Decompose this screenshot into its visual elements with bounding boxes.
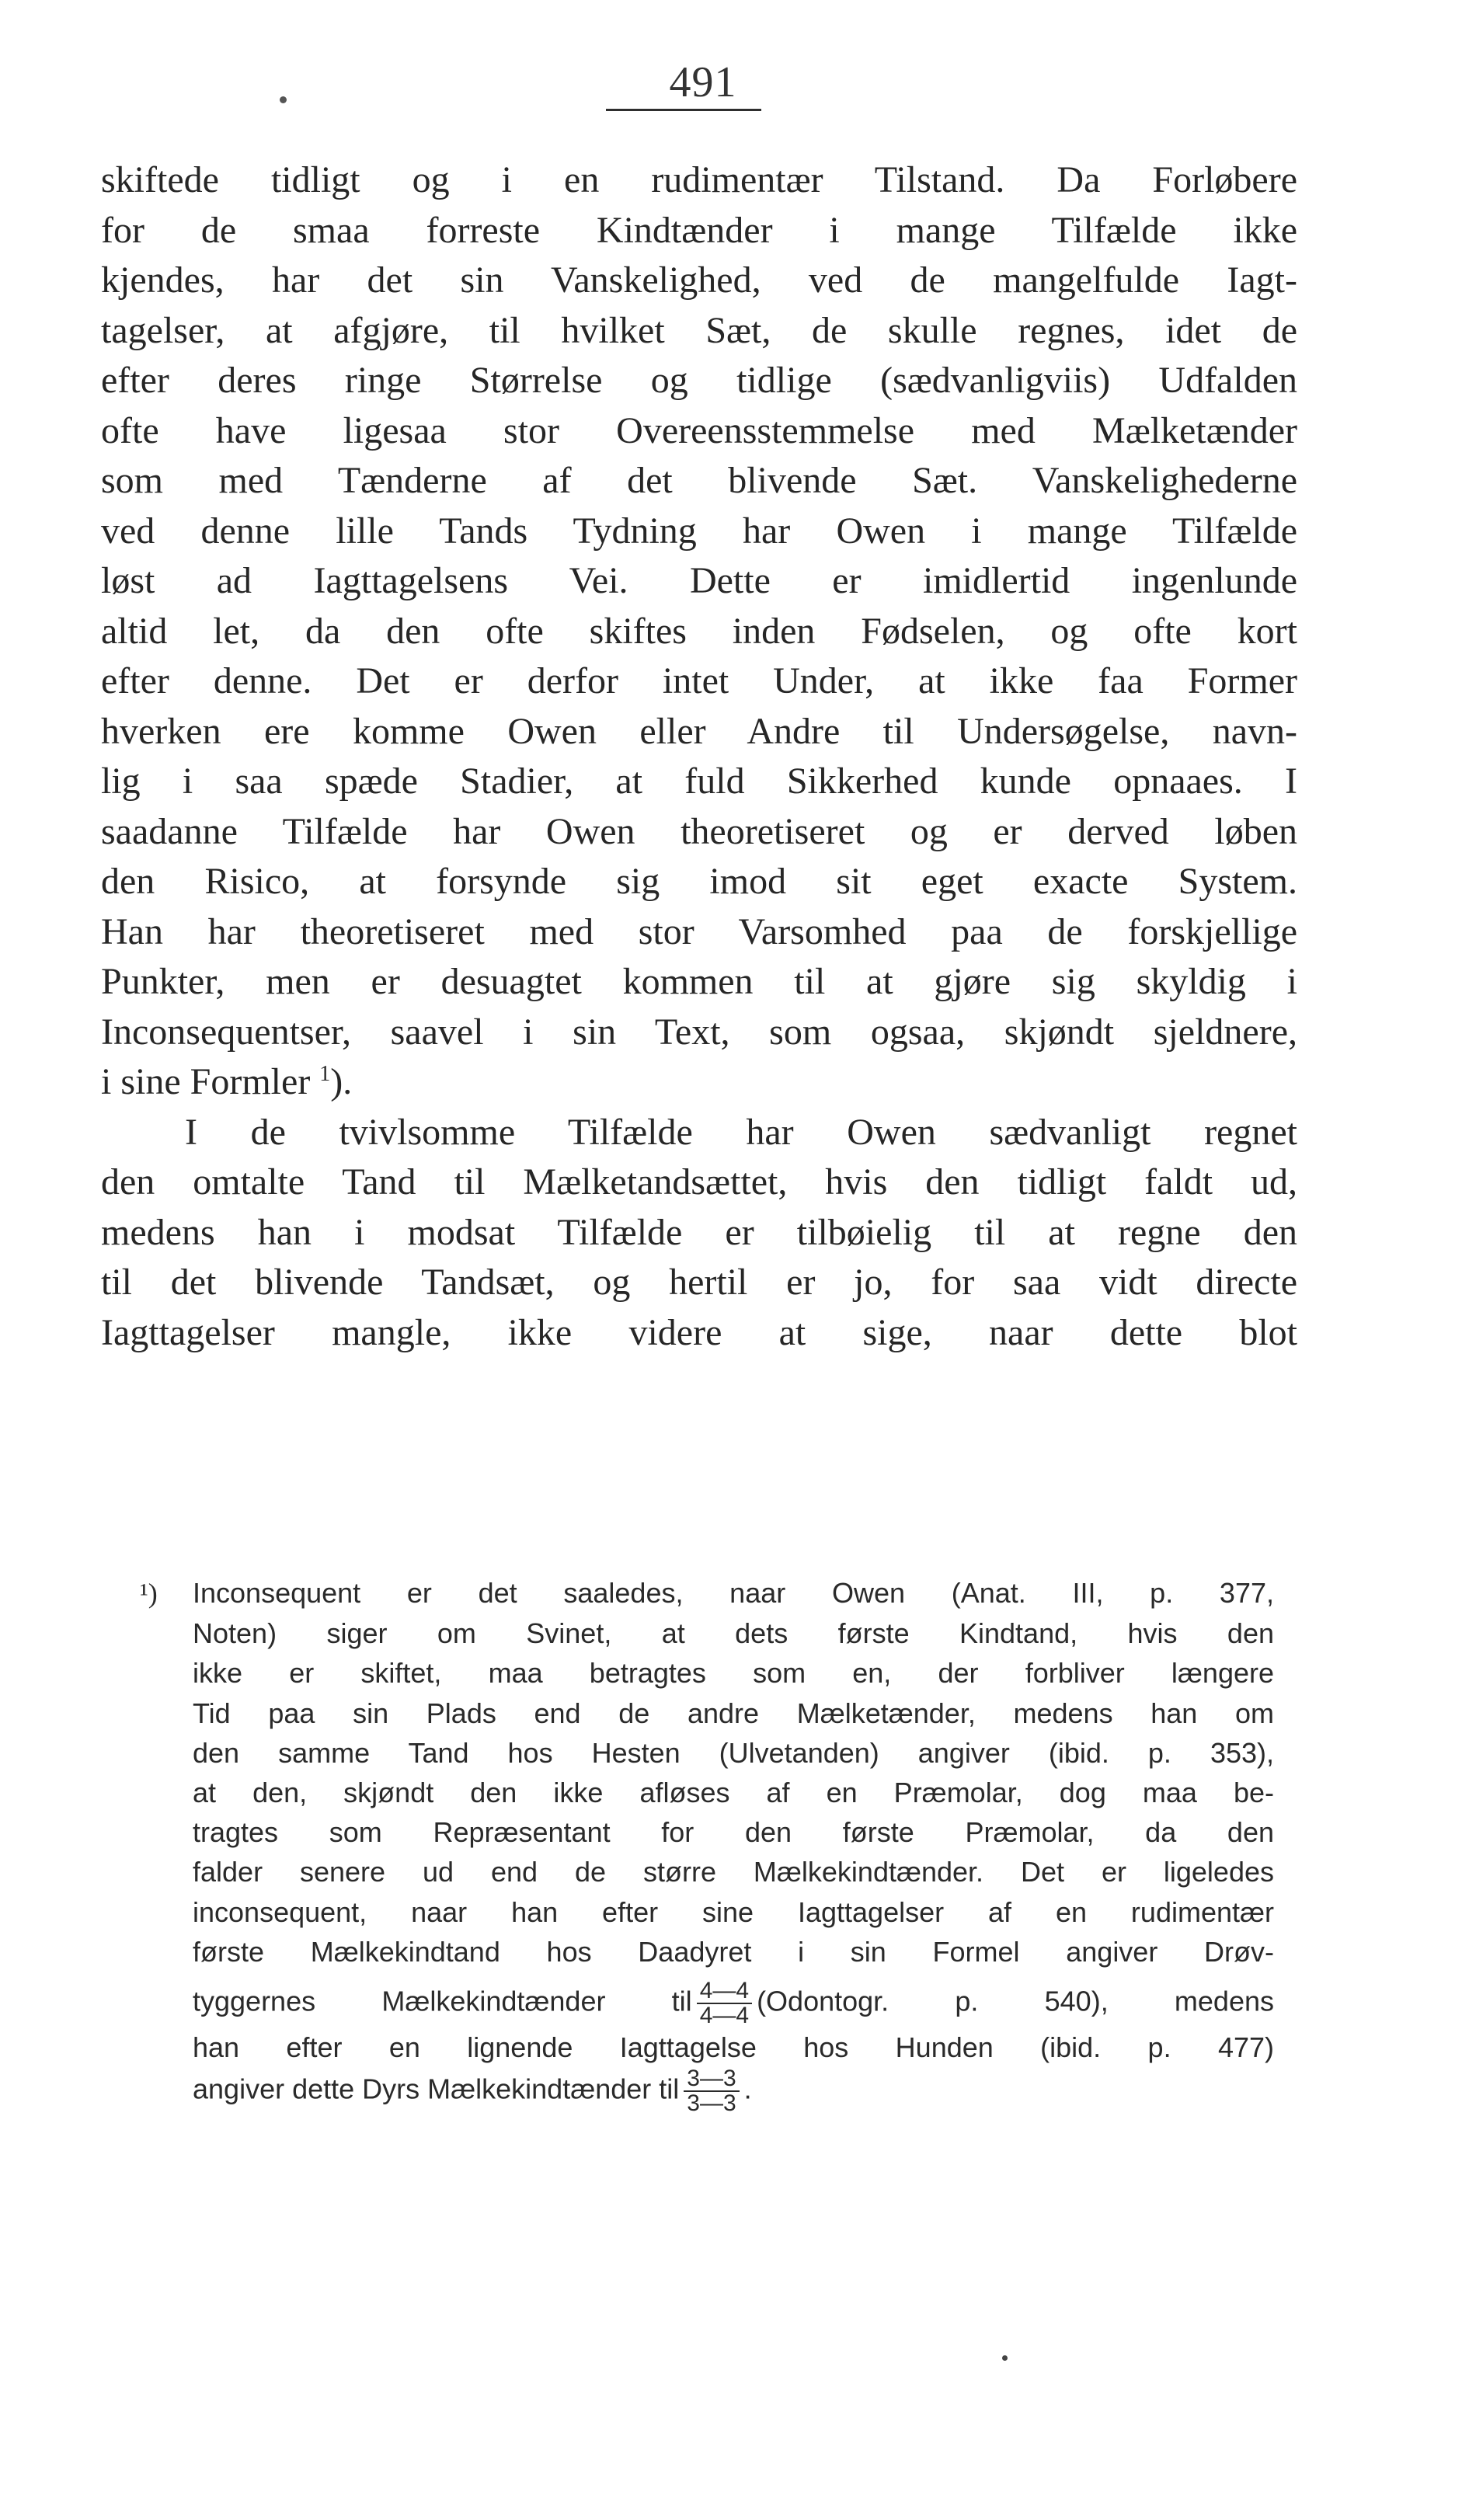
text-line: hverken ere komme Owen eller Andre til Undersøgelse, navn- (101, 710, 1297, 752)
text-fragment: Inconsequent er det saaledes, naar Owen (Anat. III, p. 377, (193, 1577, 1274, 1609)
text-line-with-footnote-ref (101, 1057, 1297, 1108)
footnote-line (140, 1573, 1274, 1613)
fraction-denominator: 3—3 (687, 2090, 736, 2117)
text-line: ofte have ligesaa stor Overeensstemmelse med Mælketænder (101, 409, 1297, 451)
ink-speck (280, 96, 287, 103)
text-line: Iagttagelser mangle, ikke videre at sige, naar dette blot (101, 1311, 1297, 1353)
footnote-line-with-fraction (140, 2067, 1274, 2115)
text-line: efter denne. Det er derfor intet Under, at ikke faa Former (101, 660, 1297, 701)
page-number: 491 (669, 58, 737, 106)
footnote-line: den samme Tand hos Hesten (Ulvetanden) angiver (ibid. p. 353), (193, 1736, 1274, 1769)
text-line: løst ad Iagttagelsens Vei. Dette er imidlertid ingenlunde (101, 560, 1297, 601)
text-fragment: angiver dette Dyrs Mælkekindtænder til (193, 2073, 680, 2105)
text-line: for de smaa forreste Kindtænder i mange Tilfælde ikke (101, 209, 1297, 251)
text-line: kjendes, har det sin Vanskelighed, ved de mangelfulde Iagt- (101, 259, 1297, 301)
text-fragment: (Odontogr. p. 540), medens (757, 1985, 1274, 2017)
text-line: den Risico, at forsynde sig imod sit eget exacte System. (101, 861, 1297, 902)
footnote-line: tragtes som Repræsentant for den første Præmolar, da den (193, 1816, 1274, 1849)
fraction-numerator: 3—3 (684, 2067, 739, 2092)
footnote-line: ikke er skiftet, maa betragtes som en, der forbliver længere (193, 1657, 1274, 1690)
text-line: Inconsequentser, saavel i sin Text, som ogsaa, skjøndt sjeldnere, (101, 1011, 1297, 1053)
page-number-rule (606, 109, 761, 111)
text-line: skiftede tidligt og i en rudimentær Tilstand. Da Forløbere (101, 159, 1297, 200)
footnote-ref: 1 (319, 1062, 331, 1086)
footnote-line: første Mælkekindtand hos Daadyret i sin Formel angiver Drøv- (193, 1935, 1274, 1968)
main-text (101, 155, 1297, 1358)
fraction-numerator: 4—4 (697, 1979, 752, 2004)
footnote-marker: ¹) (140, 1578, 158, 1609)
fraction-denominator: 4—4 (699, 2003, 750, 2029)
footnote-line: Tid paa sin Plads end de andre Mælketænder, medens han om (193, 1697, 1274, 1729)
text-line: til det blivende Tandsæt, og hertil er jo, for saa vidt directe (101, 1262, 1297, 1303)
paragraph-start-line: I de tvivlsomme Tilfælde har Owen sædvanligt regnet (185, 1111, 1297, 1153)
footnote-line-with-fraction (140, 1979, 1274, 2027)
text-line: Han har theoretiseret med stor Varsomhed paa de forskjellige (101, 910, 1297, 952)
ink-speck (1002, 2355, 1008, 2361)
footnote-line: inconsequent, naar han efter sine Iagttagelser af en rudimentær (193, 1895, 1274, 1928)
text-fragment: i sine Formler (101, 1061, 311, 1102)
text-line: som med Tænderne af det blivende Sæt. Vanskelighederne (101, 460, 1297, 501)
footnote-line: falder senere ud end de større Mælkekindtænder. Det er ligeledes (193, 1856, 1274, 1888)
text-line: medens han i modsat Tilfælde er tilbøielig til at regne den (101, 1211, 1297, 1253)
footnote-line: at den, skjøndt den ikke afløses af en Præmolar, dog maa be- (193, 1777, 1274, 1809)
text-line: tagelser, at afgjøre, til hvilket Sæt, de skulle regnes, idet de (101, 309, 1297, 351)
text-line: ved denne lille Tands Tydning har Owen i mange Tilfælde (101, 510, 1297, 552)
footnote-line: han efter en lignende Iagttagelse hos Hunden (ibid. p. 477) (193, 2031, 1274, 2064)
footnote-line: Noten) siger om Svinet, at dets første Kindtand, hvis den (193, 1617, 1274, 1650)
footnote (140, 1573, 1274, 2115)
text-line: efter deres ringe Størrelse og tidlige (sædvanligviis) Udfalden (101, 360, 1297, 401)
text-line: altid let, da den ofte skiftes inden Fødselen, og ofte kort (101, 610, 1297, 652)
text-fragment: tyggernes Mælkekindtænder til (193, 1985, 692, 2017)
text-line: lig i saa spæde Stadier, at fuld Sikkerhed kunde opnaaes. I (101, 761, 1297, 802)
text-line: Punkter, men er desuagtet kommen til at gjøre sig skyldig i (101, 961, 1297, 1002)
fraction (697, 1979, 752, 2027)
fraction (684, 2067, 739, 2115)
text-fragment: . (743, 2073, 752, 2105)
text-fragment: ). (330, 1061, 353, 1102)
text-line: saadanne Tilfælde har Owen theoretiseret og er derved løben (101, 810, 1297, 852)
text-line: den omtalte Tand til Mælketandsættet, hvis den tidligt faldt ud, (101, 1161, 1297, 1203)
